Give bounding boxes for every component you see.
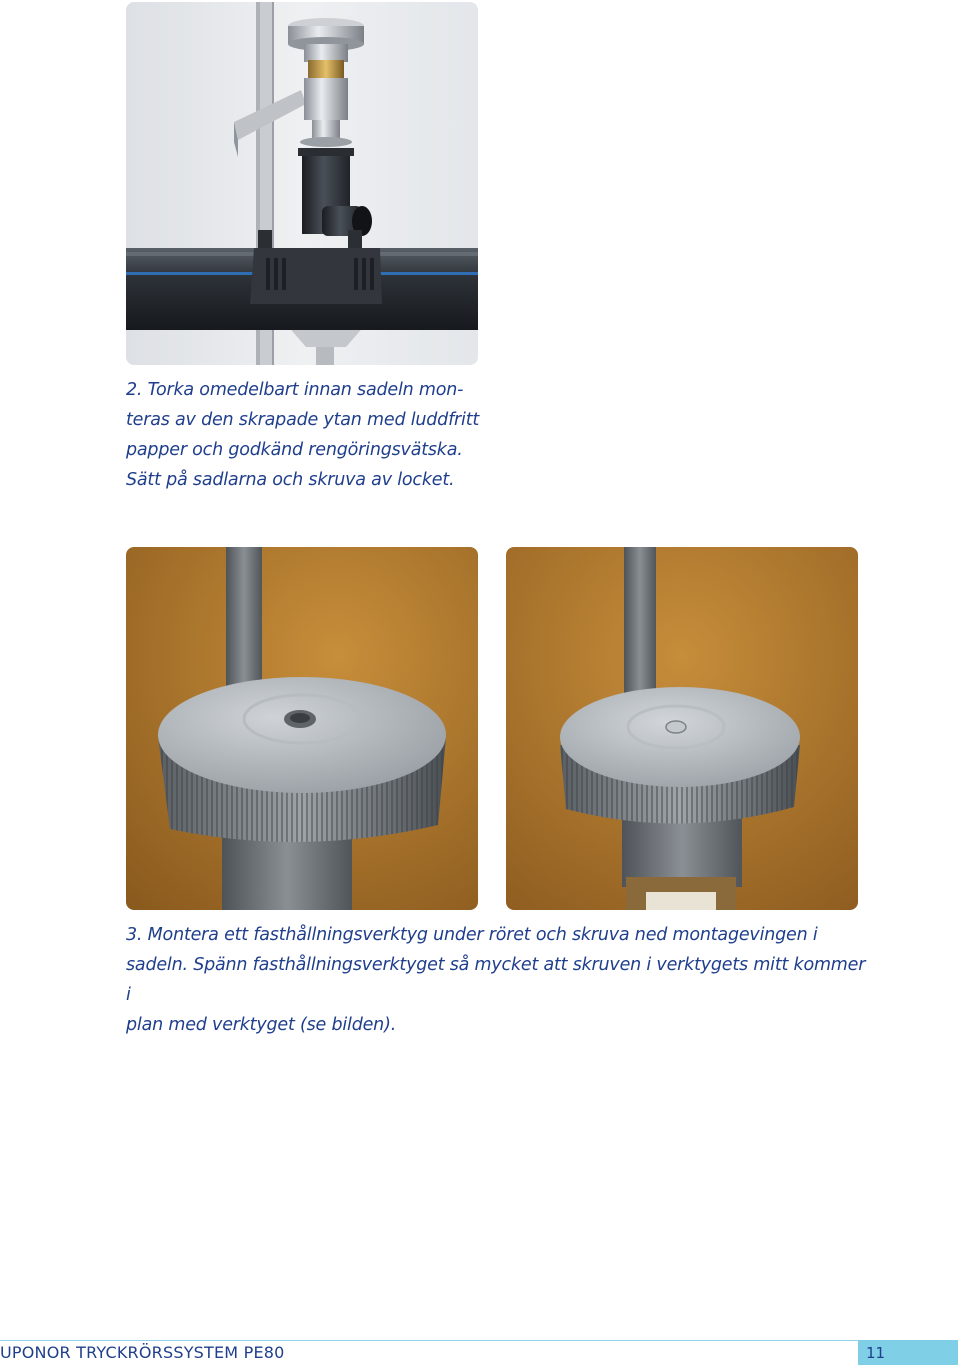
step-3-caption	[126, 920, 866, 1040]
step-3-line-1: 3. Montera ett fasthållningsverktyg under röret och skruva ned montagevingen i	[126, 925, 818, 945]
knob-recessed-photo	[126, 547, 478, 910]
footer-document-title: UPONOR TRYCKRÖRSSYSTEM PE80	[0, 1343, 285, 1362]
knob-flush-photo	[506, 547, 858, 910]
footer-divider	[0, 1340, 858, 1341]
page-number: 11	[858, 1340, 958, 1365]
saddle-on-pipe-photo	[126, 2, 478, 365]
step-2-line-3: papper och godkänd rengöringsvätska.	[126, 440, 463, 460]
step-3-line-3: plan med verktyget (se bilden).	[126, 1015, 397, 1035]
step-2-line-1: 2. Torka omedelbart innan sadeln mon-	[126, 380, 464, 400]
step-2-caption	[126, 375, 496, 495]
step-2-line-2: teras av den skrapade ytan med luddfritt	[126, 410, 480, 430]
step-2-line-4: Sätt på sadlarna och skruva av locket.	[126, 470, 455, 490]
step-3-line-2: sadeln. Spänn fasthållningsverktyget så mycket att skruven i verktygets mitt kommer i	[126, 955, 866, 1005]
